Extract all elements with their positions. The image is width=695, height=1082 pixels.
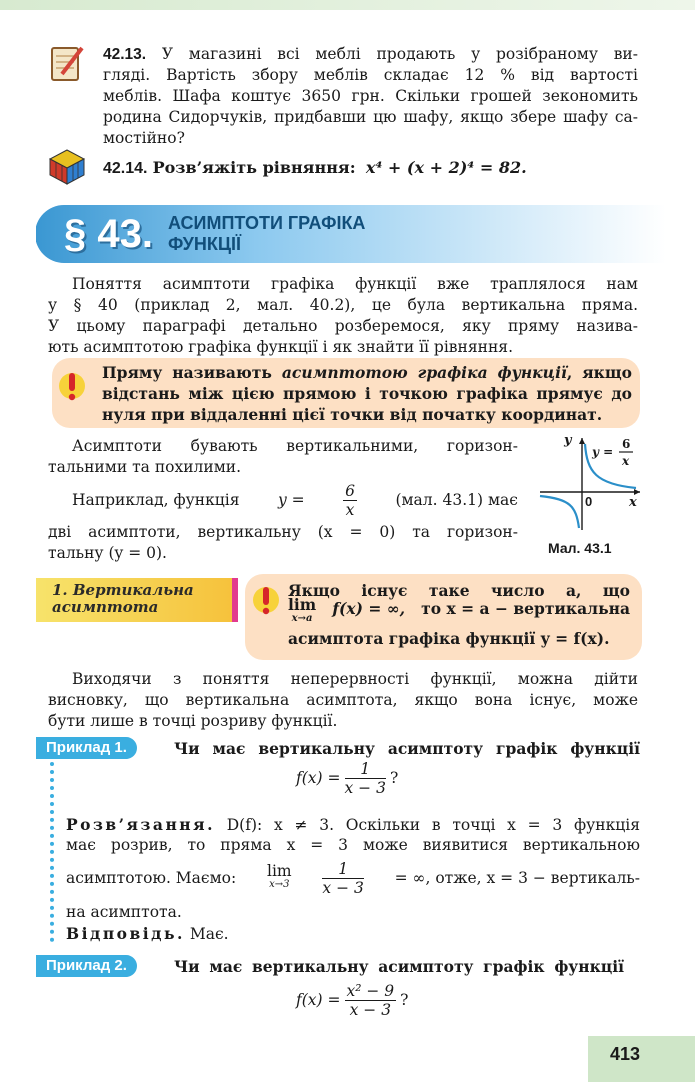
vertical-line-3: асимптота графіка функції y = f(x).: [288, 629, 610, 648]
example-line-3: тальну (y = 0).: [48, 544, 167, 562]
problem-42-14: 42.14. Розв’яжіть рівняння: x⁴ + (x + 2)⁴ = 82.: [103, 158, 527, 177]
graph-formula-den: x: [622, 454, 630, 468]
example-1-solution-line-3: асимптотою. Маємо: lim x→3 $\frac{1}{x - 3}$ = ∞, отже, x = 3 − вертикаль-: [66, 859, 640, 897]
top-decor-bar: [0, 0, 695, 10]
example-1-answer: Відповідь. Має.: [66, 924, 229, 943]
continuity-line-1: Виходячи з поняття неперервності функції, можна дійти: [72, 670, 638, 688]
definition-line-1: Пряму називають асимптотою графіка функції, якщо: [102, 363, 632, 382]
problem-42-13-line-1: 42.13. У магазині всі меблі продають у розібраному ви-: [103, 45, 638, 63]
continuity-line-2: висновку, що вертикальна асимптота, якщо вона існує, може: [48, 691, 638, 709]
graph-formula-num: 6: [622, 437, 631, 451]
graph-x-label: x: [629, 495, 637, 510]
example-line-2: дві асимптоти, вертикальну (x = 0) та горизон-: [48, 523, 518, 541]
graph-y-label: y: [564, 433, 572, 448]
continuity-line-3: бути лише в точці розриву функції.: [48, 712, 338, 730]
vertical-asymptote-tab: 1. Вертикальна асимптота: [36, 578, 238, 622]
graph-origin-label: 0: [585, 494, 593, 509]
hyperbola-graph: [536, 432, 644, 532]
figure-caption: Мал. 43.1: [548, 540, 612, 556]
intro-line-3: У цьому параграфі детально розберемося, яку пряму назива-: [48, 317, 638, 335]
example-1-question: Чи має вертикальну асимптоту графік функції: [174, 739, 640, 758]
example-1-solution-line-1: Розв’язання. D(f): x ≠ 3. Оскільки в точці x = 3 функція: [66, 815, 640, 834]
vertical-line-2: lim x→a f(x) = ∞, то x = a − вертикальна: [288, 595, 630, 624]
exclamation-icon-2: [252, 580, 280, 620]
section-title: АСИМПТОТИ ГРАФІКА ФУНКЦІЇ: [168, 213, 366, 254]
notebook-pencil-icon: [50, 44, 84, 82]
problem-42-13-line-5: мостійно?: [103, 129, 185, 147]
example-1-solution-line-2: має розрив, то пряма x = 3 може виявитися вертикальною: [66, 836, 640, 854]
example-1-dots: [50, 762, 58, 942]
vertical-line-1: Якщо існує таке число a, що: [288, 581, 630, 600]
example-1-function: f(x) = $\frac{1}{x - 3}$ ?: [296, 760, 399, 797]
section-number: § 43.: [64, 212, 153, 256]
problem-42-13-line-4: родина Сидорчуків, придбавши цю шафу, якщо збере шафу са-: [103, 108, 638, 126]
example-line-1: Наприклад, функція y = $\frac{6}{x}$ (мал. 43.1) має: [72, 481, 518, 519]
example-2-function: f(x) = $\frac{\text{x² − 9}}{x - 3}$ ?: [296, 982, 409, 1019]
page-number: 413: [610, 1044, 641, 1064]
example-2-label: Приклад 2.: [36, 955, 137, 977]
intro-line-2: у § 40 (приклад 2, мал. 40.2), це була вертикальна пряма.: [48, 296, 638, 314]
definition-line-2: відстань між цією прямою і точкою графіка прямує до: [102, 384, 632, 403]
example-1-solution-line-4: на асимптота.: [66, 903, 182, 921]
graph-formula-y: y =: [592, 445, 614, 459]
example-2-question: Чи має вертикальну асимптоту графік функції: [174, 957, 624, 976]
page-number-box: [588, 1036, 695, 1082]
exclamation-icon: [58, 366, 86, 406]
rubiks-cube-icon: [48, 148, 86, 186]
intro-line-1: Поняття асимптоти графіка функції вже траплялося нам: [72, 275, 638, 293]
definition-line-3: нуля при віддаленні цієї точки від початку координат.: [102, 405, 603, 424]
problem-42-13-line-2: гляді. Вартість збору меблів складає 12 % від вартості: [103, 66, 638, 84]
types-line-2: тальними та похилими.: [48, 458, 242, 476]
intro-line-4: ють асимптотою графіка функції і як знайти її рівняння.: [48, 338, 514, 356]
example-1-label: Приклад 1.: [36, 737, 137, 759]
types-line-1: Асимптоти бувають вертикальними, горизон-: [72, 437, 518, 455]
problem-42-13-line-3: меблів. Шафа коштує 3650 грн. Скільки грошей зекономить: [103, 87, 638, 105]
